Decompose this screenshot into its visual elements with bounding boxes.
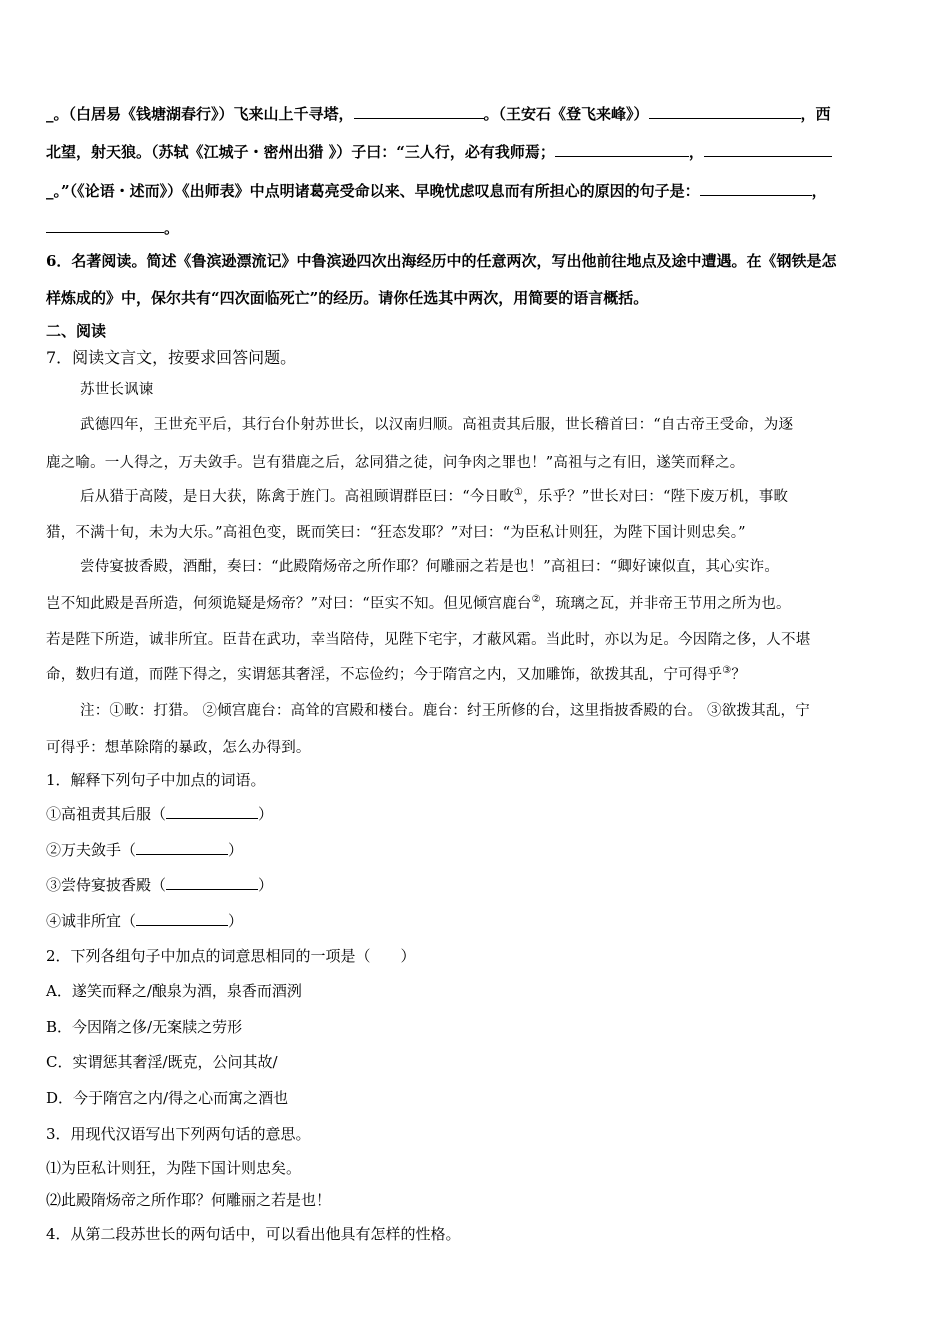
passage-line: 后从猎于高陵，是日大获，陈禽于旌门。高祖顾谓群臣曰：“今日畋①，乐乎？”世长对曰：“陛下废万机，事畋 [80, 487, 789, 505]
passage-notes: 注：①畋：打猎。 ②倾宫鹿台：高耸的宫殿和楼台。鹿台：纣王所修的台，这里指披香殿的台。 ③欲拨其乱，宁 [80, 703, 810, 719]
fill-in-text: _。（白居易《钱塘湖春行》）飞来山上千寻塔， [46, 105, 354, 123]
answer-blank[interactable] [704, 143, 832, 157]
option-b[interactable]: B．今因隋之侈/无案牍之劳形 [46, 1018, 243, 1036]
sub-question-3-stem: 3．用现代汉语写出下列两句话的意思。 [46, 1125, 311, 1143]
passage-line: 猎，不满十旬，未为大乐。”高祖色变，既而笑曰：“狂态发耶？”对曰：“为臣私计则狂，为陛下国计则忠矣。” [46, 525, 746, 541]
fill-in-line-4 [46, 217, 179, 238]
answer-blank[interactable] [166, 805, 258, 819]
answer-blank[interactable] [649, 105, 801, 119]
fill-in-line-3 [46, 180, 827, 201]
sub-question-3-item: ⑵此殿隋炀帝之所作耶？何雕丽之若是也！ [46, 1191, 332, 1209]
footnote-marker: ③ [722, 665, 732, 677]
footnote-marker: ① [513, 487, 524, 499]
question-6-line-2: 样炼成的》中，保尔共有“四次面临死亡”的经历。请你任选其中两次，用简要的语言概括。 [46, 289, 649, 307]
footnote-marker: ② [531, 594, 541, 606]
sub-question-1-item: ①高祖责其后服（ ） [46, 805, 274, 823]
fill-in-line-1 [46, 103, 904, 124]
section-heading: 二、阅读 [46, 322, 107, 340]
answer-blank[interactable] [555, 143, 689, 157]
fill-in-text: _。”（《论语・述而》）《出师表》中点明诸葛亮受命以来、早晚忧虑叹息而有所担心的原因的句子是： [46, 182, 700, 200]
answer-blank[interactable] [166, 876, 258, 890]
fill-in-text: ， [811, 182, 827, 200]
fill-in-text: 。 [164, 219, 180, 237]
answer-blank[interactable] [136, 912, 228, 926]
option-d[interactable]: D．今于隋宫之内/得之心而寓之酒也 [46, 1089, 289, 1107]
sub-question-2-stem: 2．下列各组句子中加点的词意思相同的一项是（ ） [46, 947, 416, 965]
sub-question-1-item: ③尝侍宴披香殿（ ） [46, 876, 274, 894]
sub-question-3-item: ⑴为臣私计则狂，为陛下国计则忠矣。 [46, 1159, 302, 1177]
answer-blank[interactable] [354, 105, 484, 119]
fill-in-text: 。（王安石《登飞来峰》） [483, 105, 649, 123]
passage-title: 苏世长讽谏 [80, 382, 154, 398]
passage-line: 若是陛下所造，诚非所宜。臣昔在武功，幸当陪侍，见陛下宅宇，才蔽风霜。当此时，亦以为足。今因隋之侈，人不堪 [46, 632, 811, 648]
answer-blank[interactable] [700, 182, 812, 196]
passage-line: 命，数归有道，而陛下得之，实谓惩其奢淫，不忘俭约；今于隋宫之内，又加雕饰，欲拨其乱，宁可得乎③？ [46, 665, 747, 683]
passage-line: 尝侍宴披香殿，酒酣，奏曰：“此殿隋炀帝之所作耶？何雕丽之若是也！”高祖曰：“卿好谏似直，其心实诈。 [80, 559, 780, 575]
passage-line: 鹿之喻。一人得之，万夫敛手。岂有猎鹿之后，忿同猎之徒，问争肉之罪也！”高祖与之有旧，遂笑而释之。 [46, 455, 745, 471]
fill-in-line-2 [46, 141, 832, 162]
question-7-intro: 7．阅读文言文，按要求回答问题。 [46, 348, 297, 367]
sub-question-1-item: ②万夫敛手（ ） [46, 841, 244, 859]
fill-in-text: ， [688, 143, 704, 161]
option-c[interactable]: C．实谓惩其奢淫/既克，公问其故/ [46, 1053, 278, 1071]
sub-question-1-stem: 1．解释下列句子中加点的词语。 [46, 771, 266, 789]
fill-in-text: 北望，射天狼。（苏轼《江城子・密州出猎 》）子曰：“三人行，必有我师焉； [46, 143, 555, 161]
passage-notes: 可得乎：想革除隋的暴政，怎么办得到。 [46, 740, 311, 756]
sub-question-4-stem: 4．从第二段苏世长的两句话中，可以看出他具有怎样的性格。 [46, 1225, 461, 1243]
sub-question-1-item: ④诚非所宜（ ） [46, 912, 244, 930]
answer-blank[interactable] [46, 219, 164, 233]
option-a[interactable]: A．遂笑而释之/酿泉为酒，泉香而酒洌 [46, 982, 302, 1000]
passage-line: 武德四年，王世充平后，其行台仆射苏世长，以汉南归顺。高祖责其后服，世长稽首曰：“自古帝王受命，为逐 [80, 417, 794, 433]
answer-blank[interactable] [136, 841, 228, 855]
passage-line: 岂不知此殿是吾所造，何须诡疑是炀帝？”对曰：“臣实不知。但见倾宫鹿台②，琉璃之瓦，并非帝王节用之所为也。 [46, 594, 791, 612]
fill-in-text: ，西 [800, 105, 831, 123]
question-6-line-1: 6．名著阅读。简述《鲁滨逊漂流记》中鲁滨逊四次出海经历中的任意两次，写出他前往地点及途中遭遇。在《钢铁是怎 [46, 252, 837, 270]
